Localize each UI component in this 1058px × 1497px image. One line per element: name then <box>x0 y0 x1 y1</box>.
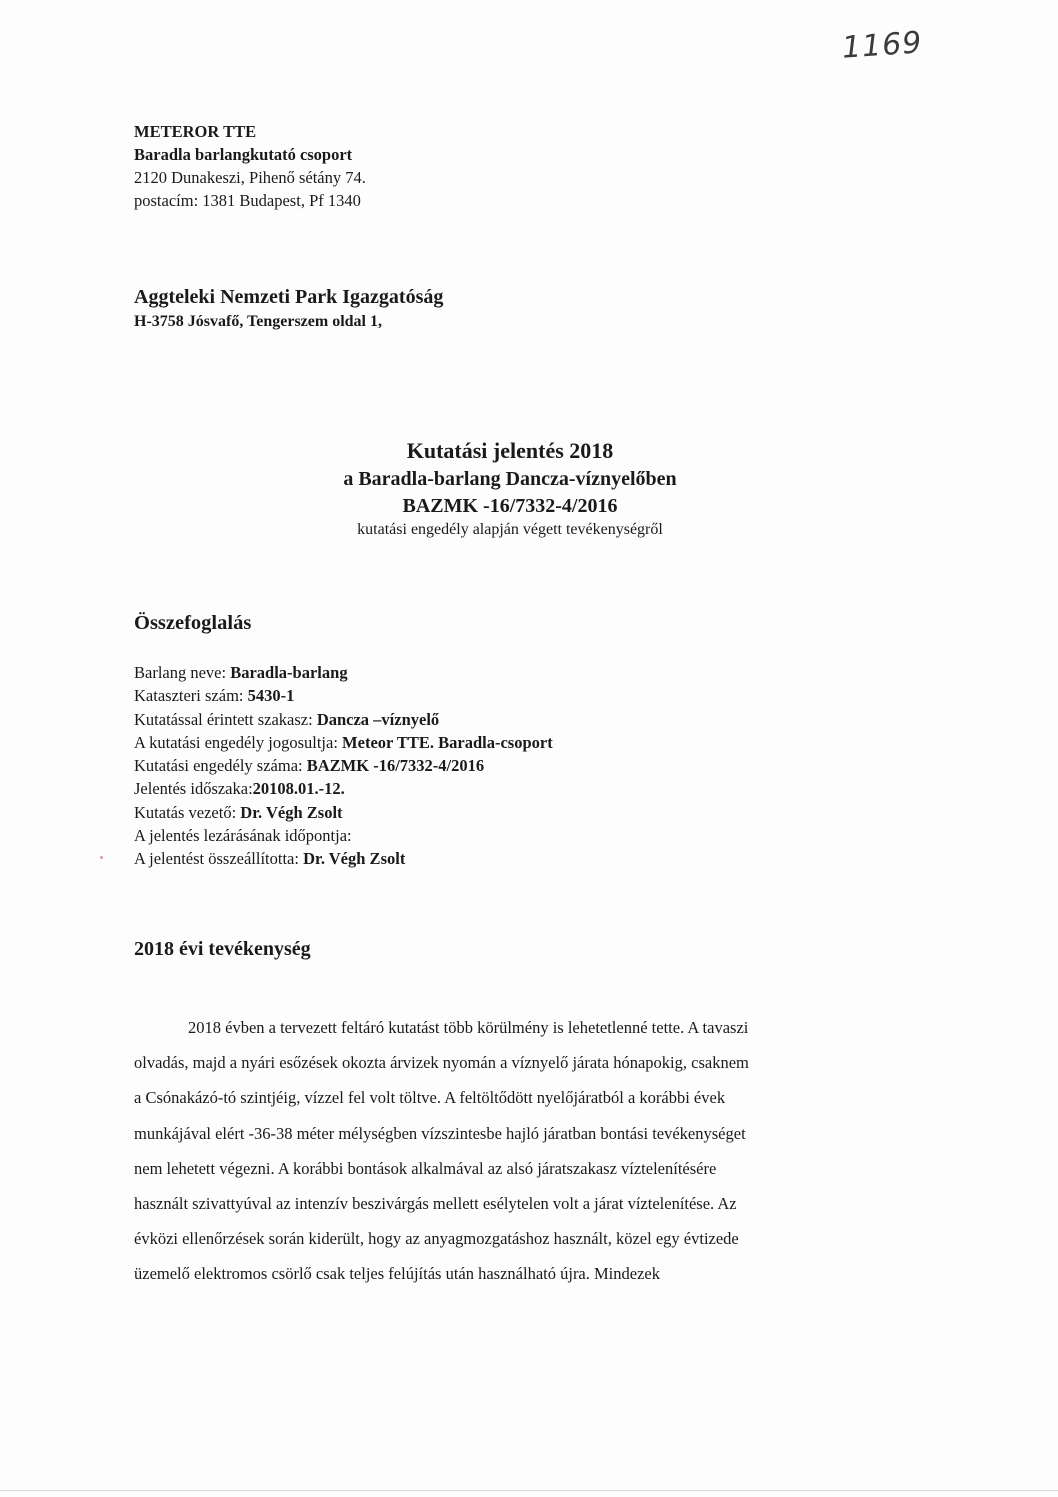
summary-label: A kutatási engedély jogosultja: <box>134 732 343 752</box>
sender-group: Baradla barlangkutató csoport <box>134 145 353 164</box>
summary-value: Dr. Végh Zsolt <box>240 802 343 822</box>
summary-value: Dancza –víznyelő <box>316 709 440 729</box>
paragraph-line: a Csónakázó-tó szintjéig, vízzel fel volt töltve. A feltöltődött nyelőjáratból a korábbi évek <box>134 1088 726 1108</box>
summary-row <box>134 777 553 800</box>
summary-label: A jelentés lezárásának időpontja: <box>134 826 352 846</box>
report-subtitle-note: kutatási engedély alapján végett tevékenységről <box>357 521 663 538</box>
sender-org: METEROR TTE <box>134 122 257 141</box>
paragraph-line: olvadás, majd a nyári esőzések okozta árvizek nyomán a víznyelő járata hónapokig, csaknem <box>134 1053 749 1073</box>
summary-label: A jelentést összeállította: <box>134 849 304 869</box>
summary-row <box>134 661 553 684</box>
summary-row <box>134 754 553 777</box>
paragraph-line: nem lehetett végezni. A korábbi bontások alkalmával az alsó járatszakasz víztelenítésére <box>134 1158 717 1178</box>
summary-value: BAZMK -16/7332-4/2016 <box>306 756 485 776</box>
paragraph-line: 2018 évben a tervezett feltáró kutatást több körülmény is lehetetlenné tette. A tavaszi <box>188 1018 749 1037</box>
report-title: Kutatási jelentés 2018 <box>406 438 614 463</box>
activity-heading: 2018 évi tevékenység <box>134 938 311 960</box>
summary-row <box>134 847 553 870</box>
sender-postal: postacím: 1381 Budapest, Pf 1340 <box>134 191 361 210</box>
paragraph-line: évközi ellenőrzések során kiderült, hogy az anyagmozgatáshoz használt, közel egy évtizede <box>134 1229 739 1249</box>
recipient-name: Aggteleki Nemzeti Park Igazgatóság <box>134 286 444 308</box>
summary-value: 20108.01.-12. <box>252 779 345 799</box>
recipient-address: H-3758 Jósvafő, Tengerszem oldal 1, <box>134 313 382 330</box>
scan-speck <box>100 856 103 859</box>
summary-row <box>134 731 553 754</box>
handwritten-page-number: 1169 <box>840 25 924 66</box>
summary-row <box>134 801 553 824</box>
summary-label: Kutatási engedély száma: <box>134 756 307 776</box>
summary-value: Meteor TTE. Baradla-csoport <box>342 732 553 752</box>
summary-heading: Összefoglalás <box>134 612 252 634</box>
summary-label: Kutatással érintett szakasz: <box>134 709 317 729</box>
activity-paragraph <box>134 1010 879 1292</box>
scan-edge <box>0 1490 1058 1491</box>
recipient-block <box>134 284 443 333</box>
summary-list <box>134 661 553 871</box>
summary-label: Barlang neve: <box>134 663 231 682</box>
paragraph-line: munkájával elért -36-38 méter mélységben vízszintesbe hajló járatban bontási tevékenységet <box>134 1123 746 1143</box>
summary-row <box>134 708 553 731</box>
permit-number: BAZMK -16/7332-4/2016 <box>402 495 618 517</box>
summary-label: Kataszteri szám: <box>134 686 248 706</box>
paragraph-line: használt szivattyúval az intenzív beszivárgás mellett esélytelen volt a járat víztelenítése. Az <box>134 1194 737 1214</box>
sender-block <box>134 120 366 212</box>
summary-row <box>134 824 553 847</box>
report-subtitle: a Baradla-barlang Dancza-víznyelőben <box>343 468 677 490</box>
sender-address: 2120 Dunakeszi, Pihenő sétány 74. <box>134 168 366 187</box>
summary-value: Baradla-barlang <box>230 663 348 682</box>
summary-value: Dr. Végh Zsolt <box>303 849 406 869</box>
summary-label: Jelentés időszaka: <box>134 779 253 799</box>
report-title-block <box>200 436 820 540</box>
summary-label: Kutatás vezető: <box>134 802 241 822</box>
summary-value: 5430-1 <box>247 686 295 706</box>
paragraph-line: üzemelő elektromos csörlő csak teljes felújítás után használható újra. Mindezek <box>134 1264 660 1284</box>
summary-row <box>134 684 553 707</box>
